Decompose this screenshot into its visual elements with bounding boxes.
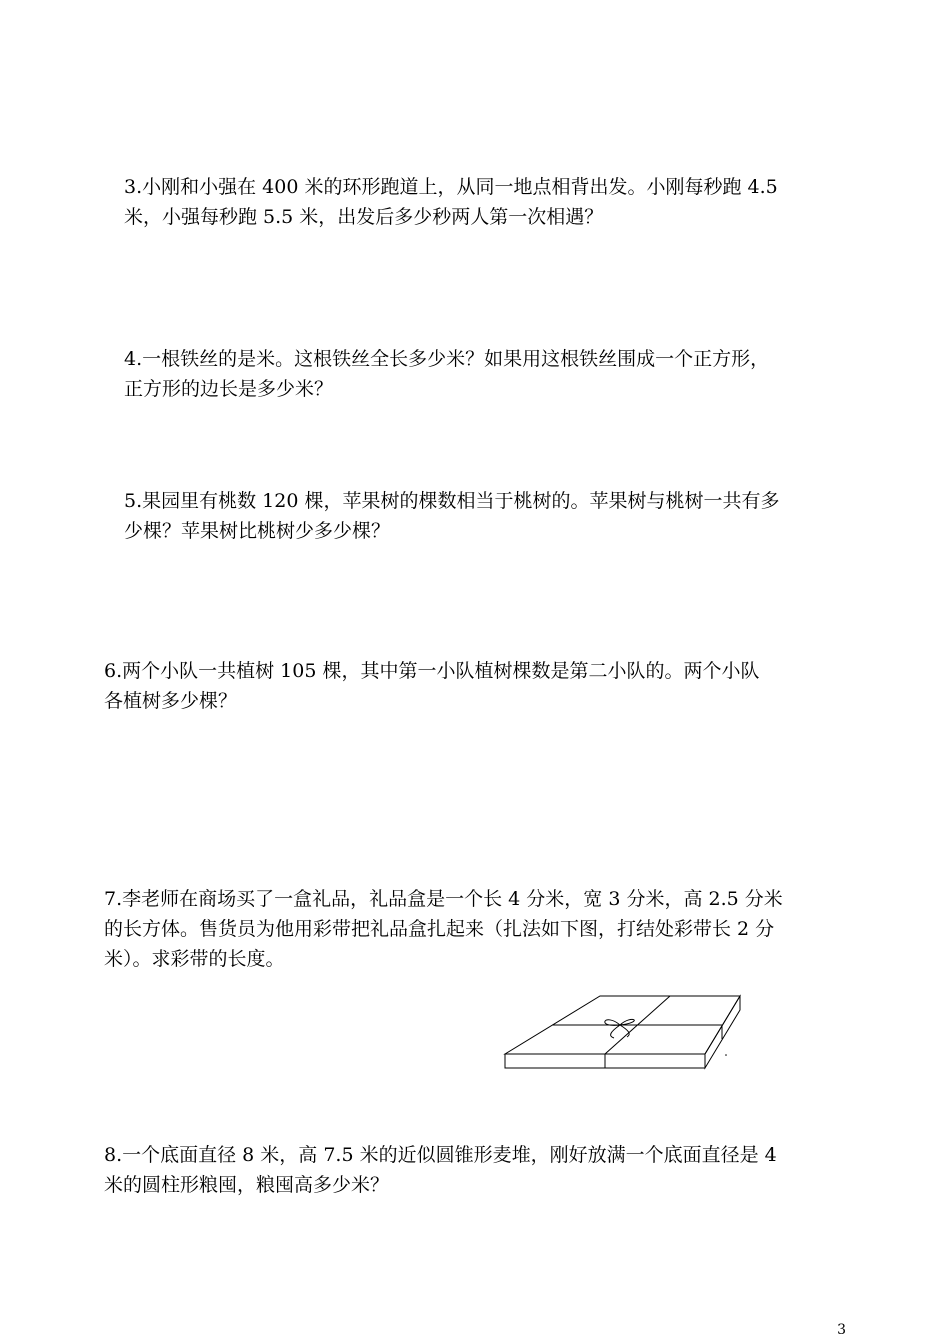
ribbon-bow <box>605 1019 635 1038</box>
question-4 <box>124 344 864 404</box>
question-3-line-1: 3.小刚和小强在 400 米的环形跑道上，从同一地点相背出发。小刚每秒跑 4.5 <box>124 176 778 198</box>
question-7-line-1: 7.李老师在商场买了一盒礼品，礼品盒是一个长 4 分米，宽 3 分米，高 2.5 分米 <box>104 888 783 910</box>
question-7 <box>104 884 864 974</box>
question-7-line-2: 的长方体。售货员为他用彩带把礼品盒扎起来（扎法如下图，打结处彩带长 2 分 <box>104 918 775 940</box>
question-6-line-1: 6.两个小队一共植树 105 棵，其中第一小队植树棵数是第二小队的。两个小队 <box>104 660 760 682</box>
question-8 <box>104 1140 864 1200</box>
question-8-line-2: 米的圆柱形粮囤，粮囤高多少米？ <box>104 1174 390 1196</box>
question-5-line-1: 5.果园里有桃数 120 棵，苹果树的棵数相当于桃树的。苹果树与桃树一共有多 <box>124 490 780 512</box>
question-5-line-2: 少棵？苹果树比桃树少多少棵？ <box>124 520 391 542</box>
question-5 <box>124 486 864 546</box>
question-4-line-2: 正方形的边长是多少米？ <box>124 378 334 400</box>
question-3 <box>124 172 864 232</box>
diagram-dot <box>725 1054 727 1056</box>
question-7-line-3: 米）。求彩带的长度。 <box>104 948 285 970</box>
gift-box-diagram <box>500 990 750 1070</box>
question-3-line-2: 米，小强每秒跑 5.5 米，出发后多少秒两人第一次相遇？ <box>124 206 604 228</box>
page-number: 3 <box>837 1322 846 1338</box>
question-8-line-1: 8.一个底面直径 8 米，高 7.5 米的近似圆锥形麦堆，刚好放满一个底面直径是 4 <box>104 1144 777 1166</box>
question-6 <box>104 656 864 716</box>
question-4-line-1: 4.一根铁丝的是米。这根铁丝全长多少米？如果用这根铁丝围成一个正方形， <box>124 348 770 370</box>
question-6-line-2: 各植树多少棵？ <box>104 690 238 712</box>
